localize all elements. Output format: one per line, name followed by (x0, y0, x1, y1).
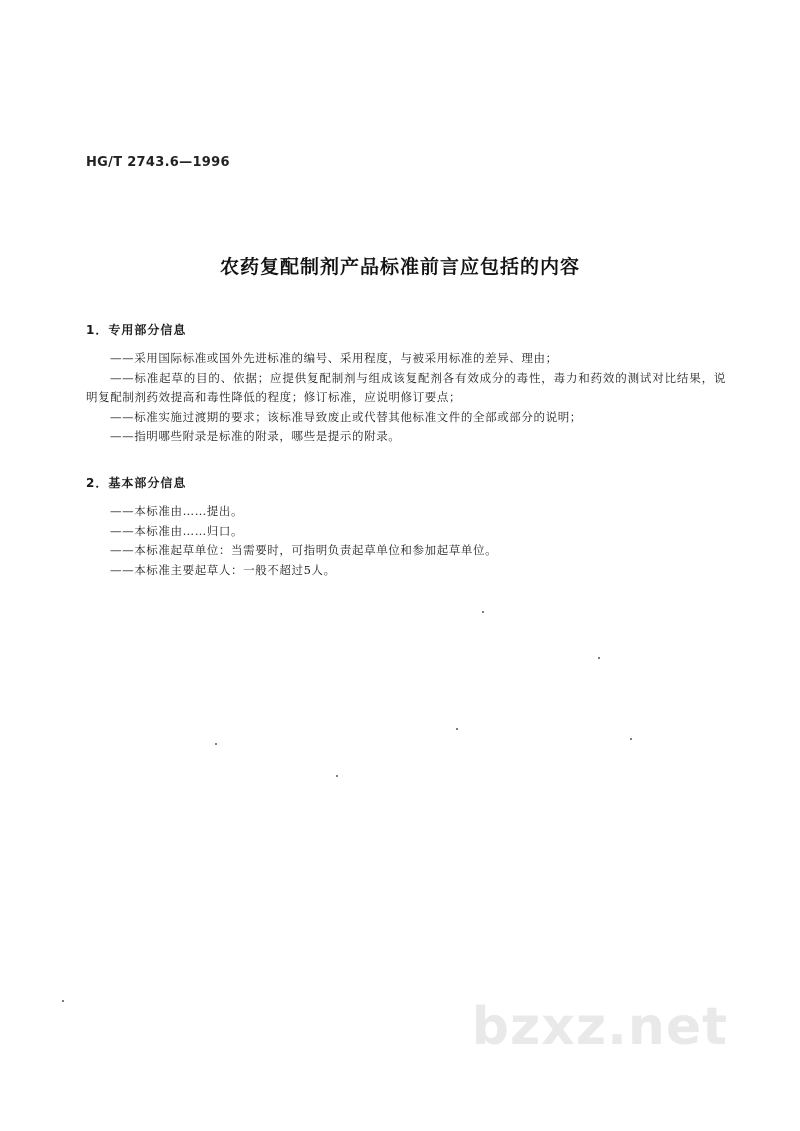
section-special-info (86, 321, 726, 447)
list-item: ——本标准由……提出。 (110, 504, 244, 518)
list-item: ——本标准由……归口。 (110, 523, 244, 538)
standard-code: HG/T 2743.6—1996 (86, 155, 230, 170)
list-item: ——采用国际标准或国外先进标准的编号、采用程度，与被采用标准的差异、理由； (110, 351, 558, 365)
scan-speck (630, 738, 632, 740)
scan-speck (482, 611, 484, 613)
scan-speck (62, 1000, 64, 1002)
document-title: 农药复配制剂产品标准前言应包括的内容 (219, 256, 580, 278)
scan-speck (215, 743, 217, 745)
list-item: ——指明哪些附录是标准的附录，哪些是提示的附录。 (110, 429, 401, 443)
section-basic-info (86, 474, 726, 580)
list-item: ——标准实施过渡期的要求；该标准导致废止或代替其他标准文件的全部或部分的说明； (110, 409, 582, 424)
list-item: ——本标准起草单位：当需要时，可指明负责起草单位和参加起草单位。 (110, 543, 498, 557)
watermark: bzxz.net (471, 997, 728, 1057)
scan-speck (336, 775, 338, 777)
scan-speck (598, 657, 600, 659)
list-item: ——标准起草的目的、依据；应提供复配制剂与组成该复配剂各有效成分的毒性，毒力和药效的测试对比结果，说明复配制剂药效提高和毒性降低的程度；修订标准，应说明修订要点； (86, 370, 726, 404)
scan-speck (456, 728, 458, 730)
section-heading: 2．基本部分信息 (86, 476, 187, 490)
section-item-list (86, 502, 726, 580)
section-item-list (86, 349, 726, 447)
list-item: ——本标准主要起草人：一般不超过5人。 (110, 562, 336, 577)
section-heading: 1．专用部分信息 (86, 323, 187, 337)
